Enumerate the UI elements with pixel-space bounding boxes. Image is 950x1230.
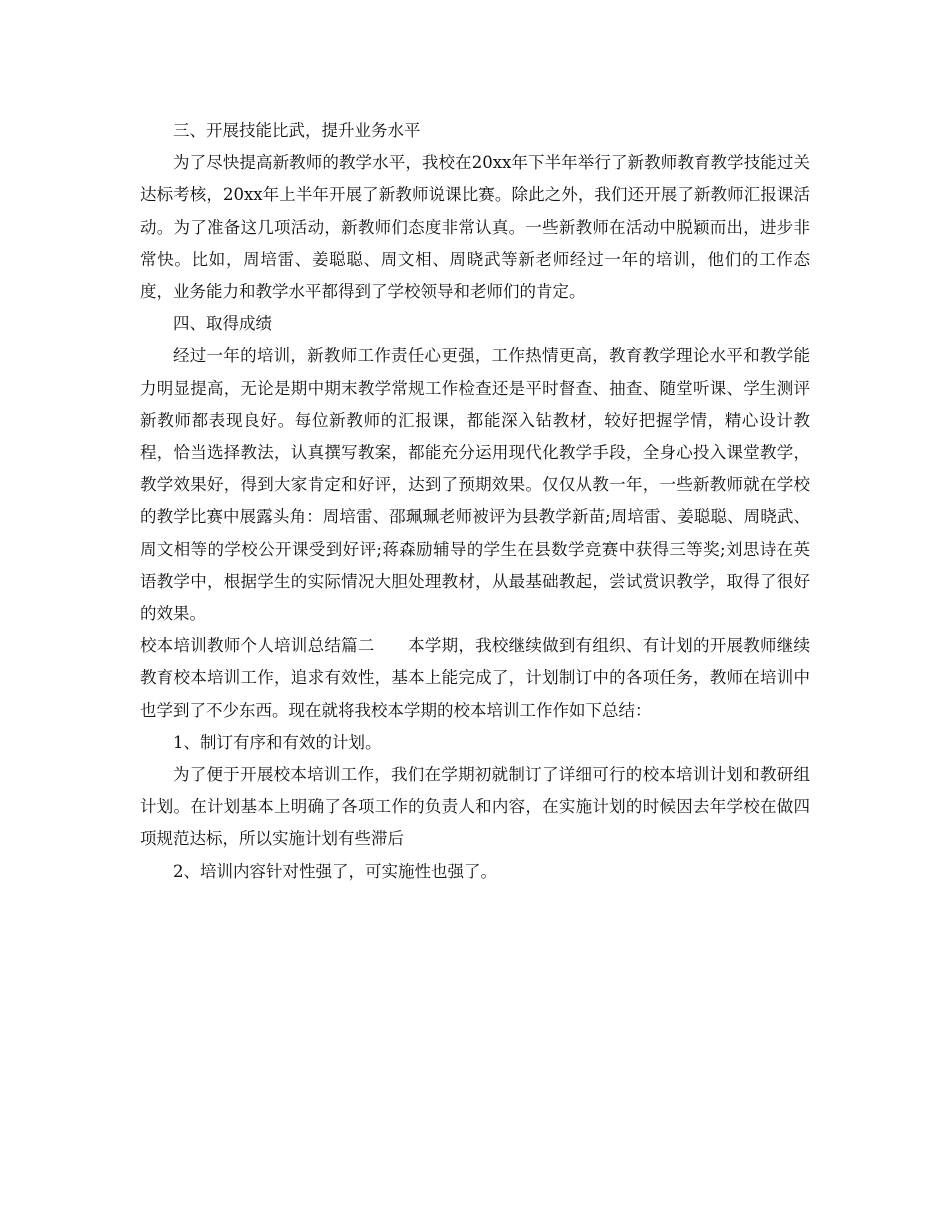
document-body: [140, 115, 810, 888]
list-item-plan: 1、制订有序和有效的计划。: [173, 732, 382, 752]
paragraph-summary-part-two: 校本培训教师个人培训总结篇二 本学期，我校继续做到有组织、有计划的开展教师继续教育校本培训工作，追求有效性，基本上能完成了，计划制订中的各项任务，教师在培训中也学到了不少东西。现在就将我校本学期的校本培训工作作如下总结：: [140, 636, 810, 720]
list-item-training-content: 2、培训内容针对性强了，可实施性也强了。: [173, 861, 497, 881]
paragraph-skills-competition: 为了尽快提高新教师的教学水平，我校在20xx年下半年举行了新教师教育教学技能过关达标考核，20xx年上半年开展了新教师说课比赛。除此之外，我们还开展了新教师汇报课活动。为了准备这几项活动，新教师们态度非常认真。一些新教师在活动中脱颖而出，进步非常快。比如，周培雷、姜聪聪、周文相、周晓武等新老师经过一年的培训，他们的工作态度，业务能力和教学水平都得到了学校领导和老师们的肯定。: [140, 153, 810, 302]
paragraph-achievements: 经过一年的培训，新教师工作责任心更强，工作热情更高，教育教学理论水平和教学能力明显提高，无论是期中期末教学常规工作检查还是平时督查、抽查、随堂听课、学生测评新教师都表现良好。每位新教师的汇报课，都能深入钻教材，较好把握学情，精心设计教程，恰当选择教法，认真撰写教案，都能充分运用现代化教学手段，全身心投入课堂教学，教学效果好，得到大家肯定和好评，达到了预期效果。仅仅从教一年，一些新教师就在学校的教学比赛中展露头角：周培雷、邵珮珮老师被评为县教学新苗;周培雷、姜聪聪、周晓武、周文相等的学校公开课受到好评;蒋森励辅导的学生在县数学竞赛中获得三等奖;刘思诗在英语教学中，根据学生的实际情况大胆处理教材，从最基础教起，尝试赏识教学，取得了很好的效果。: [140, 346, 810, 624]
section-heading-skills: 三、开展技能比武，提升业务水平: [173, 121, 421, 140]
section-heading-achievements: 四、取得成绩: [173, 314, 272, 334]
paragraph-plan-details: 为了便于开展校本培训工作，我们在学期初就制订了详细可行的校本培训计划和教研组计划。在计划基本上明确了各项工作的负责人和内容，在实施计划的时候因去年学校在做四项规范达标，所以实施计划有些滞后: [140, 765, 810, 849]
